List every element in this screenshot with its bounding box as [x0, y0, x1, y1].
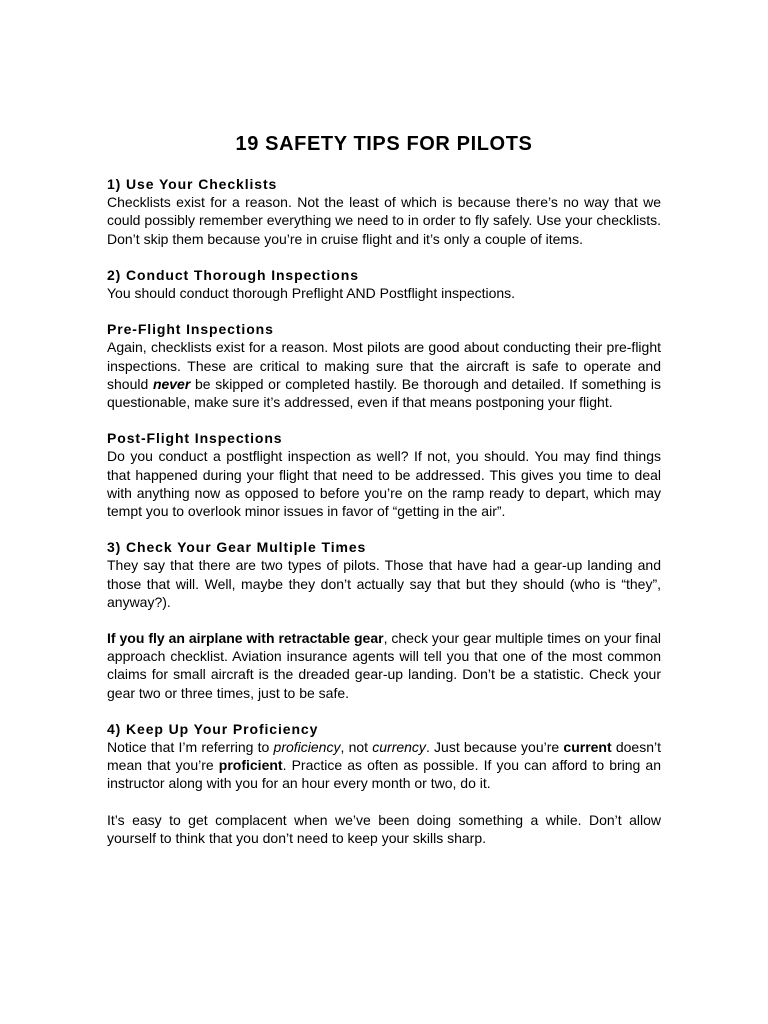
section-3-heading: 3) Check Your Gear Multiple Times [107, 539, 367, 556]
proficient-emphasis: proficient [218, 757, 283, 774]
section-2-heading: 2) Conduct Thorough Inspections [107, 266, 359, 283]
section-4-heading: 4) Keep Up Your Proficiency [107, 720, 319, 737]
proficiency-emphasis: proficiency [273, 739, 341, 756]
preflight-text-b: be skipped or completed hastily. Be thorough and detailed. If something is questionable, make sure it’s addressed, even if that means postponing your flight. [107, 375, 661, 411]
postflight-text: Do you conduct a postflight inspection as well? If not, you should. You may find things that happened during your flight that need to be addressed. This gives you time to deal with anything now as opposed to before you’re on the ramp ready to depart, which may tempt you to overlook minor issues in favor of “getting in the air”. [107, 448, 661, 520]
never-emphasis: never [152, 375, 191, 392]
section-4-text-1 [107, 738, 661, 793]
section-3-text-2-rest: , check your gear multiple times on your final approach checklist. Aviation insurance agents will tell you that one of the most common claims for small aircraft is the dreaded gear-up landing. Don’t be a statistic. Check your gear two or three times, just to be safe. [107, 630, 661, 701]
section-2-text: You should conduct thorough Preflight AND Postflight inspections. [107, 285, 516, 302]
currency-emphasis: currency [372, 739, 426, 756]
page-title: 19 SAFETY TIPS FOR PILOTS [235, 133, 533, 155]
retractable-gear-lead: If you fly an airplane with retractable gear [107, 630, 384, 647]
section-3-text-1: They say that there are two types of pilots. Those that have had a gear-up landing and those that will. Well, maybe they don’t actually say that but they should (who is “they”, anyway?). [107, 557, 661, 610]
s4-t3: . Just because you’re [425, 739, 564, 756]
section-1-text: Checklists exist for a reason. Not the least of which is because there’s no way that we could possibly remember everything we need to in order to fly safely. Use your checklists. Don’t skip them because you’re in cruise flight and it’s only a couple of items. [107, 194, 661, 247]
section-1-heading: 1) Use Your Checklists [107, 176, 278, 192]
s4-t5: . Practice as often as possible. If you can afford to bring an instructor along with you for an hour every month or two, do it. [107, 757, 662, 792]
preflight-text-a: Again, checklists exist for a reason. Most pilots are good about conducting their pre-flight inspections. These are critical to making sure that the aircraft is safe to operate and should [107, 339, 661, 392]
document-body [107, 175, 661, 847]
postflight-heading: Post-Flight Inspections [107, 430, 283, 447]
preflight-heading: Pre-Flight Inspections [107, 321, 274, 338]
preflight-text [107, 338, 661, 411]
s4-t4: doesn’t mean that you’re [107, 739, 661, 774]
s4-t2: , not [340, 739, 373, 756]
section-4-text-2: It’s easy to get complacent when we’ve been doing something a while. Don’t allow yourself to think that you don’t need to keep your skills sharp. [107, 811, 661, 846]
section-3-text-2 [107, 629, 661, 702]
current-emphasis: current [563, 739, 612, 756]
s4-t1: Notice that I’m referring to [107, 739, 274, 756]
